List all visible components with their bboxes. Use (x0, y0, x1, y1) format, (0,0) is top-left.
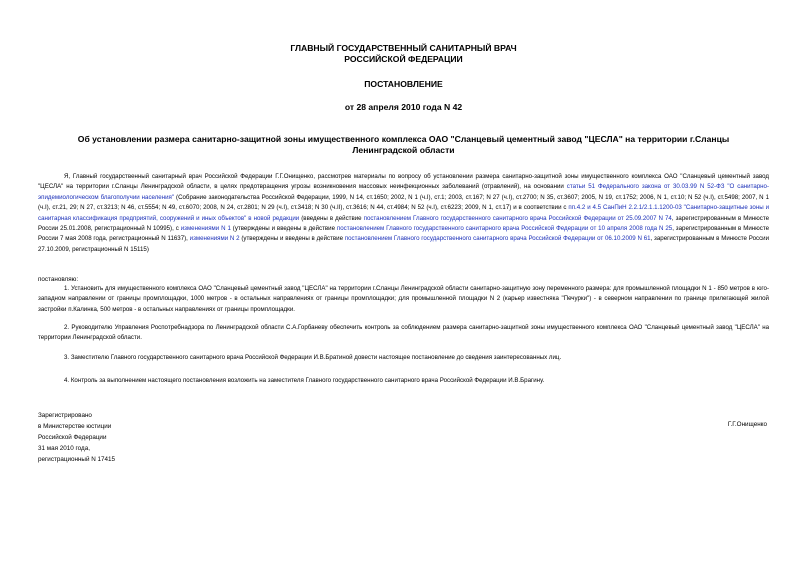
registration-line-1: Зарегистрировано (38, 412, 92, 419)
registration-line-4: 31 мая 2010 года, (38, 444, 90, 452)
preamble-text-4: , зарегистрированным в Минюсте России 25.01.2008, регистрационный N 10995), с (38, 214, 769, 233)
issuer-line-1: ГЛАВНЫЙ ГОСУДАРСТВЕННЫЙ САНИТАРНЫЙ ВРАЧ (290, 43, 517, 53)
preamble-text-8: , зарегистрированным в Минюсте России 27.10.2009, регистрационный N 15115) (38, 235, 769, 253)
issuer-line-2: РОССИЙСКОЙ ФЕДЕРАЦИИ (344, 54, 463, 64)
document-type: ПОСТАНОВЛЕНИЕ (364, 79, 443, 89)
document-title-line-1: Об установлении размера санитарно-защитной зоны имущественного комплекса ОАО "Сланцевый цементный завод "ЦЕСЛА" на территории г.Сланцы (77, 134, 730, 144)
document-date-number: от 28 апреля 2010 года N 42 (344, 102, 463, 112)
link-sanpin-2-2-1[interactable]: пп.4.2 и 4.5 СанПиН 2.2.1/2.1.1.1200-03 "Санитарно-защитные зоны и санитарная классификация предприятий, сооружений и иных объектов" в новой редакции (38, 204, 769, 222)
preamble-text-2: (Собрание законодательства Российской Федерации, 1999, N 14, ст.1650; 2002, N 1 (ч.I), ст.1; 2003, ст.167; N 27 (ч.I), ст.2700; N 35, ст.3607; 2005, N 19, ст.1752; 2006, N 1, ст.10; N 52 (ч.I), ст.5498; 2007, N 1 (ч.I), ст.21, 29; N 27, ст.3213; N 46, ст.5554; N 49, ст.6070; 2008, N 24, ст.2801; N 29 (ч.I), ст.3418; N 30 (ч.II), ст.3616; N 44, ст.4984; N 52 (ч.I), ст.6223; 2009, N 1, ст.17) и в соответствии с (38, 193, 769, 212)
link-amendments-2[interactable]: изменениями N 2 (189, 235, 240, 243)
signatory-name: Г.Г.Онищенко (727, 421, 767, 428)
link-resolution-74[interactable]: постановлением Главного государственного санитарного врача Российской Федерации от 25.09.2007 N 74 (363, 214, 672, 222)
item-1 (38, 284, 769, 315)
item-1-text: 1. Установить для имущественного комплекса ОАО "Сланцевый цементный завод "ЦЕСЛА" на территории г.Сланцы Ленинградской области санитарно-защитную зону переменного размера: для промышленной площадки N 1 - 850 метров в юго-западном направлении от границы промплощадки, 1000 метров - в остальных направлениях от границы промплощадки; для промышленной площадки N 2 (карьер известняка "Печурки") - в северном направлении по границе прилегающей жилой застройки п.Калинка, 500 метров - в остальных направлениях от границы промплощадки. (38, 285, 769, 313)
registration-line-5: регистрационный N 17415 (38, 455, 116, 463)
preamble-text-3: (введены в действие (299, 214, 364, 222)
preamble-text-6: , зарегистрированным в Минюсте России 7 мая 2008 года, регистрационный N 11637), (38, 225, 769, 243)
registration-line-3: Российской Федерации (38, 433, 107, 441)
item-3 (38, 353, 769, 363)
registration-block (38, 411, 115, 466)
item-4-text: 4. Контроль за выполнением настоящего постановления возложить на заместителя Главного государственного санитарного врача Российской Федерации И.В.Брагину. (64, 377, 545, 384)
resolve-label: постановляю: (38, 276, 79, 283)
item-4 (38, 376, 769, 386)
link-amendments-1[interactable]: изменениями N 1 (180, 225, 231, 233)
item-2 (38, 323, 769, 344)
preamble-text-5: (утверждены и введены в действие (230, 225, 337, 233)
item-3-text: 3. Заместителю Главного государственного санитарного врача Российской Федерации И.В.Братиной довести настоящее постановление до сведения заинтересованных лиц. (64, 354, 562, 361)
document-title-line-2: Ленинградской области (352, 145, 455, 155)
link-resolution-25[interactable]: постановлением Главного государственного санитарного врача Российской Федерации от 10 апреля 2008 года N 25 (336, 225, 673, 233)
item-2-text: 2. Руководителю Управления Роспотребнадзора по Ленинградской области С.А.Горбаневу обеспечить контроль за соблюдением размера санитарно-защитной зоны имущественного комплекса ОАО "Сланцевый цементный завод "ЦЕСЛА" на территории Ленинградской области. (38, 324, 769, 342)
registration-line-2: в Министерстве юстиции (38, 422, 112, 430)
preamble-text-1: Я, Главный государственный санитарный врач Российской Федерации Г.Г.Онищенко, рассмотрев материалы по вопросу об установлении размера санитарно-защитной зоны имущественного комплекса ОАО "Сланцевый цементный завод "ЦЕСЛА" на территории г.Сланцы Ленинградской области, в целях предотвращения угрозы возникновения массовых неинфекционных заболеваний (отравлений), на основании (38, 173, 769, 191)
preamble-paragraph (38, 172, 769, 255)
preamble-text-7: (утверждены и введены в действие (239, 235, 345, 243)
link-law-52fz-article-51[interactable]: статьи 51 Федерального закона от 30.03.99 N 52-ФЗ "О санитарно-эпидемиологическом благополучии населения" (38, 183, 769, 201)
link-resolution-61[interactable]: постановлением Главного государственного санитарного врача Российской Федерации от 06.10.2009 N 61 (344, 235, 651, 243)
